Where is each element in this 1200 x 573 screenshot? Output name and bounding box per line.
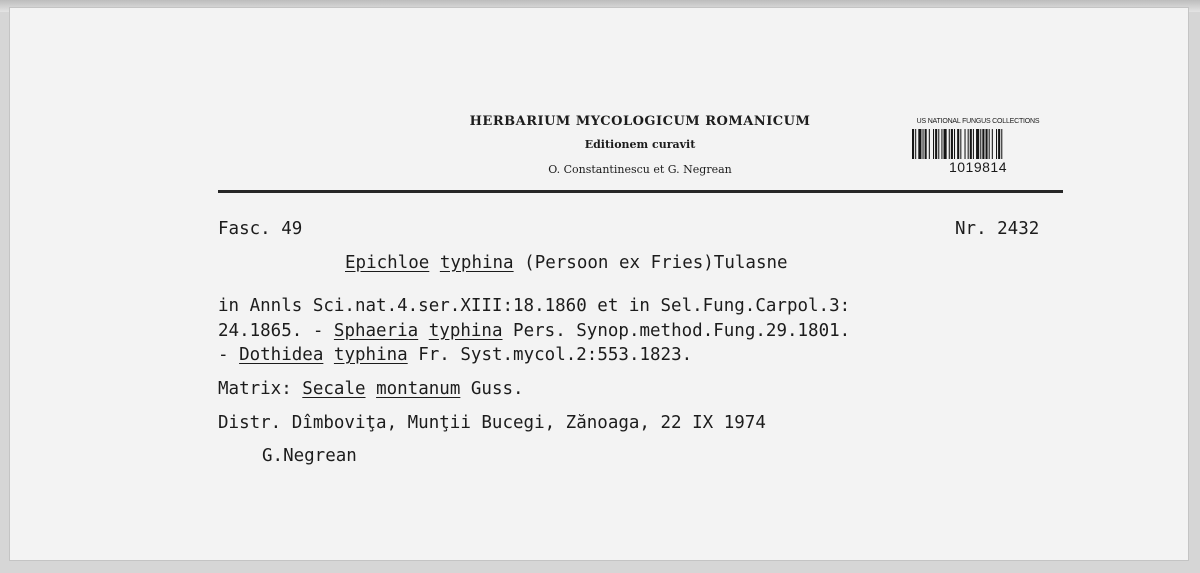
header-divider: [218, 190, 1063, 193]
herbarium-subtitle: Editionem curavit: [584, 138, 696, 151]
citation-line-2: [218, 321, 850, 341]
matrix-genus: Secale: [302, 379, 366, 399]
matrix-line: [218, 379, 524, 399]
synonym-2-reference: Fr. Syst.mycol.2:553.1823.: [407, 345, 693, 365]
barcode-block: [902, 116, 1054, 175]
synonym-1-epithet: typhina: [428, 321, 503, 341]
collector-name: G.Negrean: [262, 446, 357, 466]
catalog-number: 1019814: [948, 159, 1007, 175]
synonym-1-reference: Pers. Synop.method.Fung.29.1801.: [502, 321, 851, 341]
matrix-authority: Guss.: [460, 379, 524, 399]
species-epithet: typhina: [439, 253, 514, 273]
herbarium-editors: O. Constantinescu et G. Negrean: [548, 163, 732, 176]
synonym-1-genus: Sphaeria: [333, 321, 419, 341]
matrix-epithet: montanum: [376, 379, 461, 399]
fascicle-number: Fasc. 49: [218, 219, 303, 239]
label-header: [440, 110, 840, 184]
herbarium-title: HERBARIUM MYCOLOGICUM ROMANICUM: [469, 114, 811, 129]
species-genus: Epichloe: [345, 253, 430, 273]
collection-name: US NATIONAL FUNGUS COLLECTIONS: [916, 118, 1040, 125]
barcode-graphic: [911, 129, 1045, 159]
citation-line-1: in Annls Sci.nat.4.ser.XIII:18.1860 et in Sel.Fung.Carpol.3:: [218, 296, 851, 316]
species-authority: (Persoon ex Fries)Tulasne: [524, 253, 788, 273]
citation-year: 24.1865. -: [218, 321, 334, 341]
specimen-label-sheet: [10, 8, 1188, 560]
species-name: [345, 253, 788, 273]
synonym-2-genus: Dothidea: [239, 345, 324, 365]
distribution-line: Distr. Dîmboviţa, Munţii Bucegi, Zănoaga, 22 IX 1974: [218, 413, 766, 433]
matrix-prefix: Matrix:: [218, 379, 303, 399]
exsiccata-number: Nr. 2432: [955, 219, 1040, 239]
citation-dash: -: [218, 345, 240, 365]
citation-line-3: [218, 345, 692, 365]
synonym-2-epithet: typhina: [333, 345, 408, 365]
